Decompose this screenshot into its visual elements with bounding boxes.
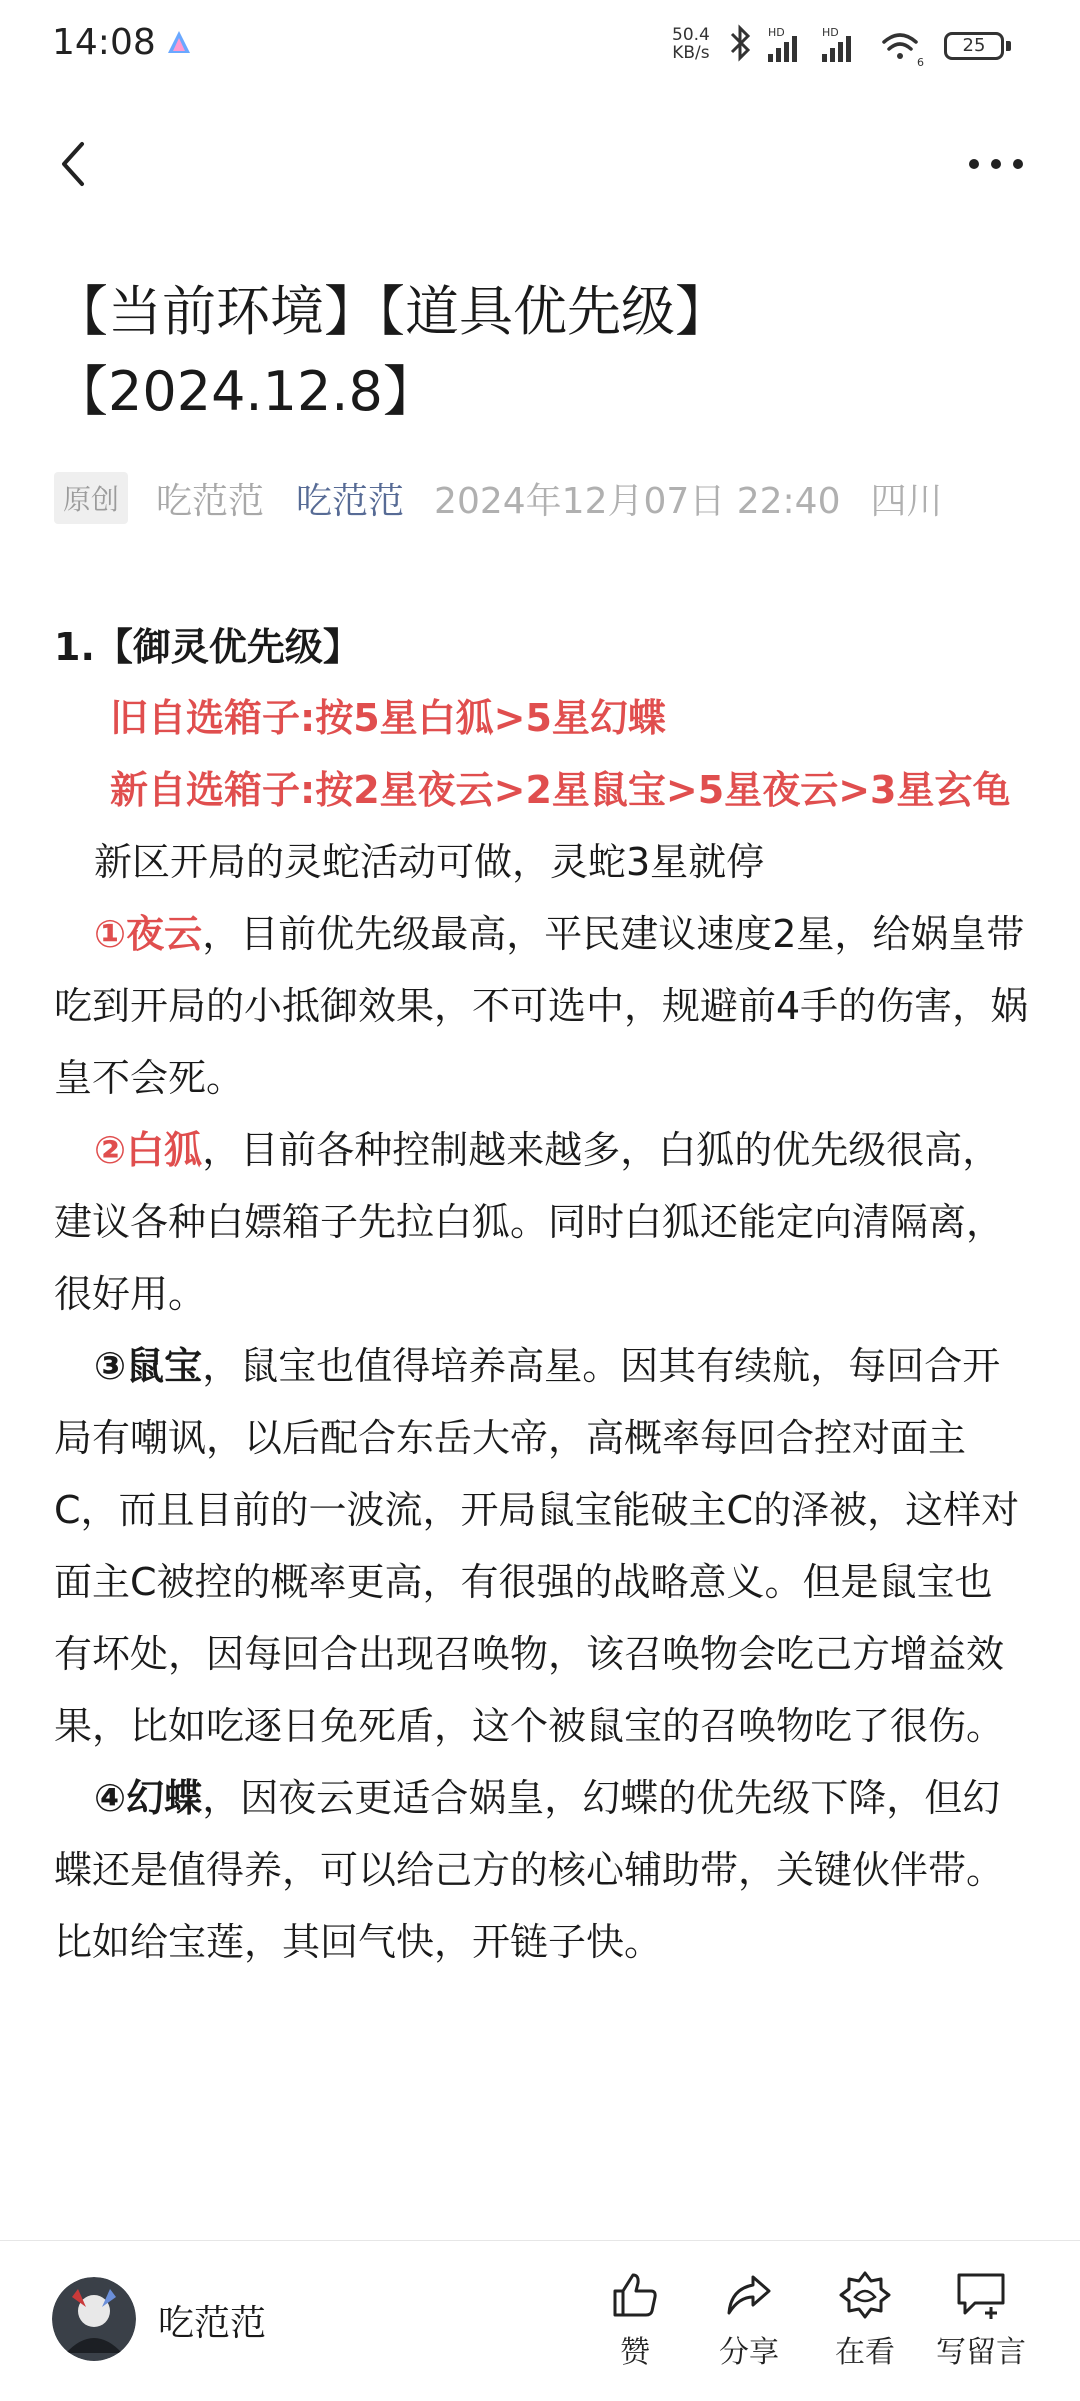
intro-paragraph: 新区开局的灵蛇活动可做，灵蛇3星就停 [94, 840, 765, 884]
net-speed: 50.4 KB/s [672, 25, 710, 63]
status-icons [724, 22, 944, 70]
svg-text:6: 6 [917, 56, 924, 69]
section-heading: 1.【御灵优先级】 [54, 625, 361, 669]
svg-text:HD: HD [768, 26, 785, 39]
article-meta [54, 470, 943, 526]
article-body [54, 612, 1030, 1978]
original-badge: 原创 [54, 472, 128, 524]
text-shubao: ，鼠宝也值得培养高星。因其有续航，每回合开局有嘲讽，以后配合东岳大帝，高概率每回合控对面主C，而且目前的一波流，开局鼠宝能破主C的泽被，这样对面主C被控的概率更高，有很强的战略意义。但是鼠宝也有坏处，因每回合出现召唤物，该召唤物会吃己方增益效果，比如吃逐日免死盾，这个被鼠宝的召唤物吃了很伤。 [54, 1344, 1020, 1748]
like-button[interactable] [580, 2269, 690, 2371]
wifi-icon [884, 35, 924, 69]
publish-date: 2024年12月07日 22:40 [434, 480, 841, 522]
battery-tip [1006, 41, 1011, 51]
back-arrow-icon[interactable] [48, 132, 96, 196]
share-label: 分享 [719, 2335, 779, 2370]
like-label: 赞 [620, 2335, 650, 2370]
app-notification-icon [164, 28, 194, 58]
label-baihu: ②白狐 [94, 1128, 203, 1172]
signal-icon [768, 26, 797, 62]
wow-icon [839, 2269, 891, 2321]
share-button[interactable] [694, 2269, 804, 2371]
title-line-1: 【当前环境】【道具优先级】 [54, 280, 729, 343]
text-huandie: ，因夜云更适合娲皇，幻蝶的优先级下降，但幻蝶还是值得养，可以给己方的核心辅助带，关键伙伴带。比如给宝莲，其回气快，开链子快。 [54, 1776, 1005, 1964]
share-icon [723, 2269, 775, 2321]
wow-label: 在看 [835, 2335, 895, 2370]
more-icon[interactable] [960, 140, 1032, 188]
text-yeyun: ，目前优先级最高，平民建议速度2星，给娲皇带吃到开局的小抵御效果，不可选中，规避前4手的伤害，娲皇不会死。 [54, 912, 1029, 1100]
wow-button[interactable] [810, 2269, 920, 2371]
title-line-2: 【2024.12.8】 [54, 360, 437, 423]
paragraph-baihu [54, 1114, 1030, 1330]
article-title [54, 272, 1014, 432]
thumbs-up-icon [609, 2269, 661, 2321]
text-baihu: ，目前各种控制越来越多，白狐的优先级很高，建议各种白嫖箱子先拉白狐。同时白狐还能定向清隔离，很好用。 [54, 1128, 1005, 1316]
bottom-bar [0, 2240, 1080, 2401]
status-bar [0, 0, 1080, 92]
battery-icon: 25 [944, 32, 1004, 60]
author-avatar[interactable] [52, 2277, 136, 2361]
comment-label: 写留言 [936, 2335, 1026, 2370]
author-name: 吃范范 [156, 480, 265, 522]
publish-region: 四川 [870, 480, 943, 522]
signal-icon-2 [822, 26, 851, 62]
red-line-1: 旧自选箱子:按5星白狐>5星幻蝶 [110, 696, 666, 740]
paragraph-huandie [54, 1762, 1030, 1978]
label-huandie: ④幻蝶 [94, 1776, 203, 1820]
svg-text:HD: HD [822, 26, 839, 39]
status-time: 14:08 [52, 22, 156, 63]
paragraph-yeyun [54, 898, 1030, 1114]
label-shubao: ③鼠宝 [94, 1344, 203, 1388]
bluetooth-icon [732, 28, 748, 58]
label-yeyun: ①夜云 [94, 912, 203, 956]
account-link[interactable]: 吃范范 [296, 480, 405, 522]
red-line-2: 新自选箱子:按2星夜云>2星鼠宝>5星夜云>3星玄龟 [110, 768, 1011, 812]
paragraph-shubao [54, 1330, 1030, 1762]
comment-button[interactable] [926, 2269, 1036, 2371]
comment-icon [955, 2269, 1007, 2321]
bottom-author-name[interactable]: 吃范范 [158, 2303, 267, 2344]
